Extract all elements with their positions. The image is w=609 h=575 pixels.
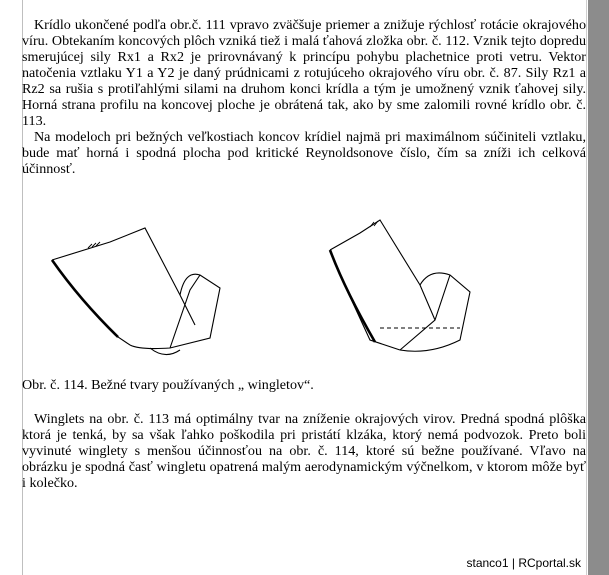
body-paragraph-1 [22,17,586,177]
page-right-border [586,0,587,575]
viewer-scroll-margin [588,0,609,575]
figure-caption: Obr. č. 114. Bežné tvary používaných „ wingletov“. [22,377,314,393]
footer-credit: stanco1 | RCportal.sk [466,556,581,570]
paragraph-text: Na modeloch pri bežných veľkostiach koncov krídiel najmä pri maximálnom súčiniteli vztlaku, bude mať horná i spodná plocha pod kritické Reynoldsonove číslo, čím sa zníži ich celková účinnosť. [22,129,586,177]
winglet-right-drawing [330,220,470,351]
winglet-left-drawing [52,228,220,355]
paragraph-text: Krídlo ukončené podľa obr.č. 111 vpravo zväčšuje priemer a znižuje rýchlosť rotácie okrajového víru. Obtekaním koncových plôch vzniká tiež i malá ťahová zložka obr. č. 112. Vznik tejto dopredu smerujúcej sily Rx1 a Rx2 je prirovnávaný k princípu pohybu plachetnice proti vetru. Vektor natočenia vztlaku Y1 a Y2 je daný prúdnicami z rotujúceho okrajového víru obr. č. 87. Sily Rz1 a Rz2 sa rušia s protiľahlými silami na druhom konci krídla a tým je umožnený vznik ťahovej sily. Horná strana profilu na koncovej ploche je obrátená tak, ako by sme zalomili rovné krídlo obr. č. 113. [22,17,586,129]
winglet-figure [40,200,570,370]
paragraph-text: Winglets na obr. č. 113 má optimálny tvar na zníženie okrajových virov. Predná spodná plôška ktorá je tenká, by sa však ľahko poškodila pri pristátí klzáka, ktorý nemá podvozok. Preto boli vyvinuté winglety s menšou účinnosťou na obr. č. 114, ktoré sú bežne používané. Vľavo na obrázku je spodná časť wingletu opatrená malým aerodynamickým výčnelkom, v ktorom môže byť i kolečko. [22,411,586,491]
body-paragraph-2 [22,411,586,491]
